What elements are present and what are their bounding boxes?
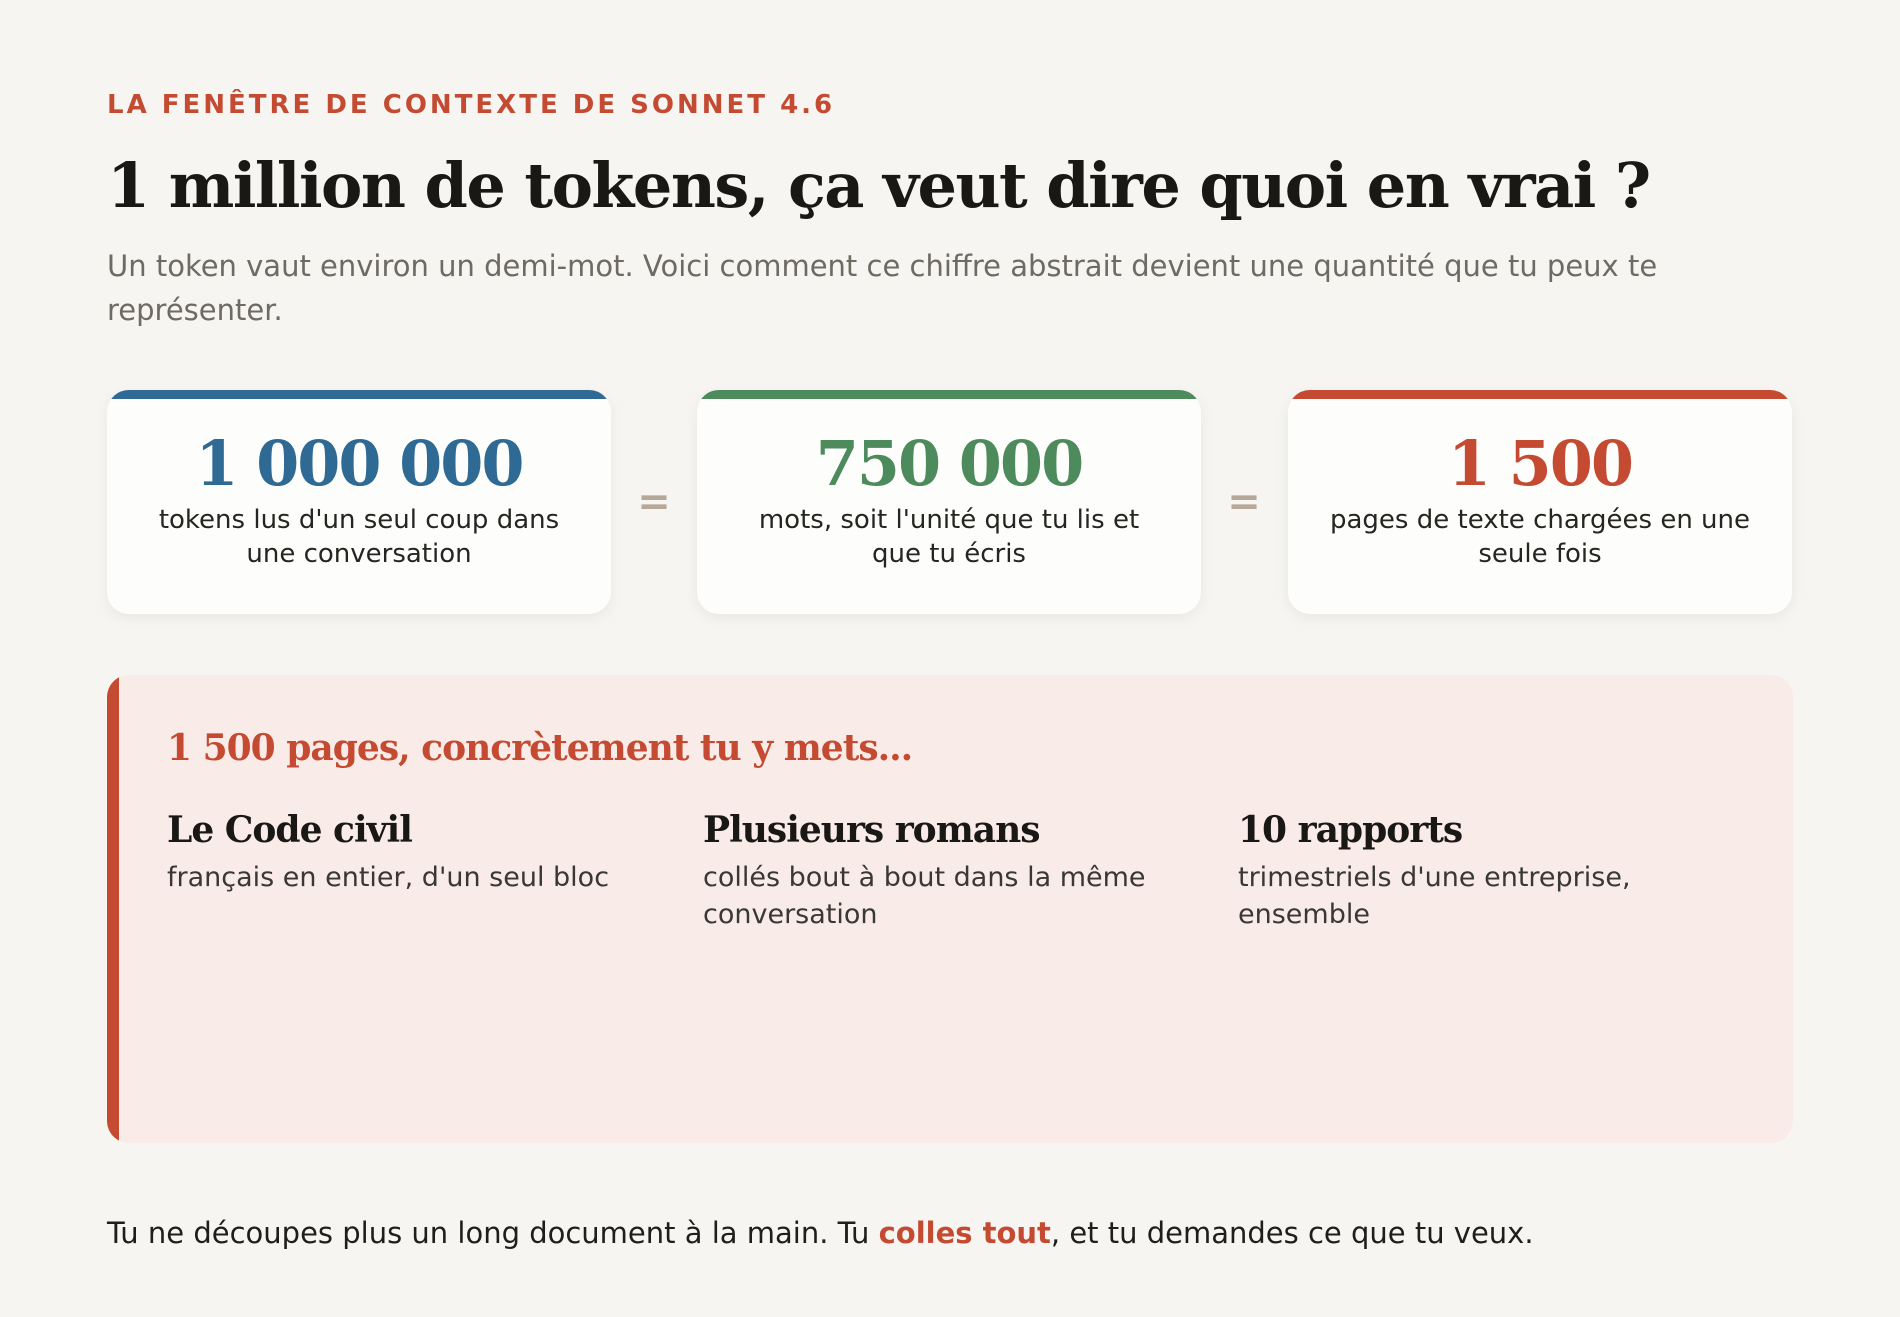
stat-description: tokens lus d'un seul coup dans une conversation	[158, 505, 560, 569]
eyebrow-label: LA FENÊTRE DE CONTEXTE DE SONNET 4.6	[107, 90, 836, 120]
example-text: trimestriels d'une entreprise, ensemble	[1238, 862, 1631, 930]
card-top-bar	[107, 390, 611, 399]
example-text: français en entier, d'un seul bloc	[167, 862, 610, 893]
page-title: 1 million de tokens, ça veut dire quoi en vrai ?	[107, 149, 1650, 222]
card-top-bar	[697, 390, 1201, 399]
example-heading: Plusieurs romans	[703, 809, 1040, 851]
page-subtitle: Un token vaut environ un demi-mot. Voici comment ce chiffre abstrait devient une quantité que tu peux te représenter.	[107, 249, 1658, 327]
stat-card-pages	[1288, 390, 1792, 614]
stat-value: 1 000 000	[195, 427, 523, 500]
example-item	[167, 807, 647, 896]
examples-panel	[107, 675, 1793, 1143]
footer-text-after: , et tu demandes ce que tu veux.	[1050, 1216, 1534, 1250]
stat-description: pages de texte chargées en une seule fois	[1329, 505, 1751, 569]
example-heading: Le Code civil	[167, 809, 412, 851]
example-item	[703, 807, 1183, 933]
example-item	[1238, 807, 1718, 933]
stat-description: mots, soit l'unité que tu lis et que tu écris	[758, 505, 1140, 569]
footer-note	[107, 1211, 1793, 1255]
stat-card-tokens	[107, 390, 611, 614]
stat-card-words	[697, 390, 1201, 614]
footer-text-before: Tu ne découpes plus un long document à la main. Tu	[107, 1216, 879, 1250]
equals-sign: =	[1227, 479, 1261, 525]
stat-cards	[107, 390, 1793, 614]
equals-sign: =	[637, 479, 671, 525]
example-text: collés bout à bout dans la même conversation	[703, 862, 1146, 930]
footer-highlight: colles tout	[878, 1216, 1051, 1250]
examples-title: 1 500 pages, concrètement tu y mets...	[167, 727, 913, 769]
example-heading: 10 rapports	[1238, 809, 1463, 851]
stat-value: 1 500	[1447, 427, 1633, 500]
panel-accent-bar	[107, 675, 119, 1143]
stat-value: 750 000	[815, 427, 1083, 500]
card-top-bar	[1288, 390, 1792, 399]
